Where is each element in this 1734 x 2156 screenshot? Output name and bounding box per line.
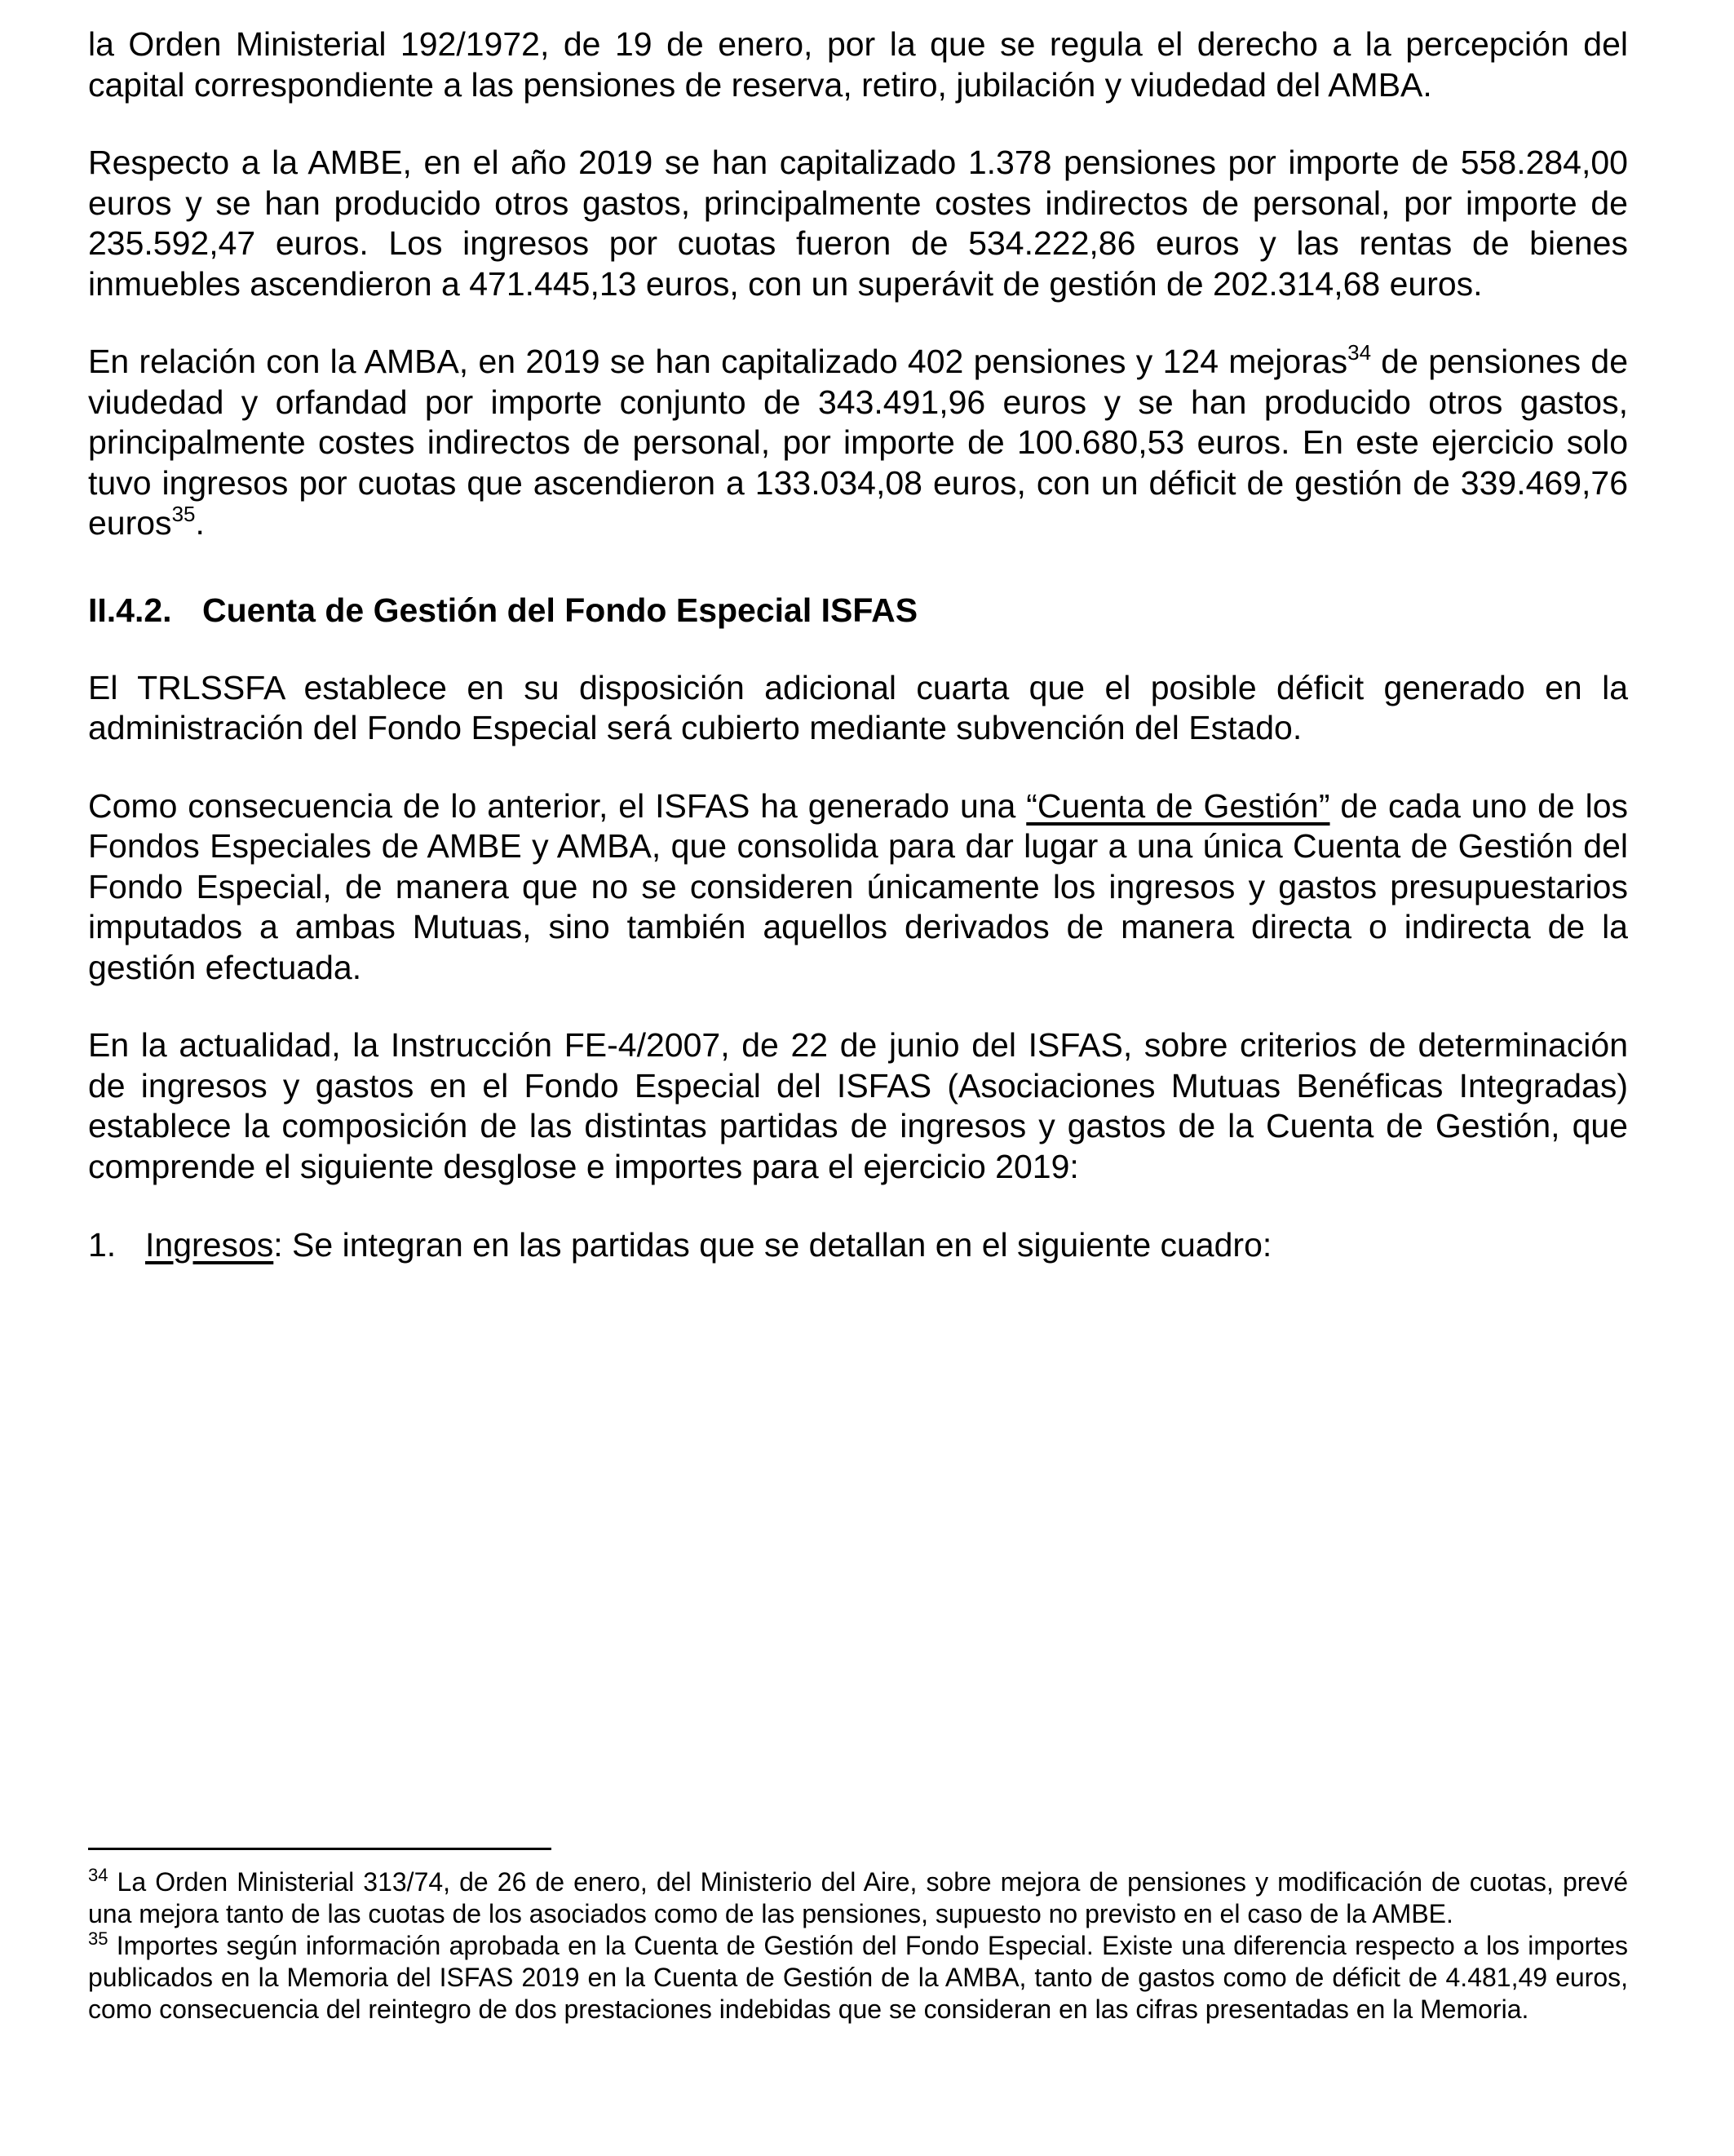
footnote-34	[88, 1866, 1628, 1930]
cuenta-gestion-term: “Cuenta de Gestión”	[1026, 786, 1330, 825]
document-page	[88, 24, 1628, 1265]
list-item-text: : Se integran en las partidas que se detallan en el siguiente cuadro:	[273, 1226, 1272, 1264]
paragraph-cuenta-gestion-text-a: Como consecuencia de lo anterior, el ISFAS ha generado una	[88, 786, 1027, 825]
paragraph-ambe: Respecto a la AMBE, en el año 2019 se han capitalizado 1.378 pensiones por importe de 558.284,00 euros y se han producido otros gastos, principalmente costes indirectos de personal, por importe de 235.592,47 euros. Los ingresos por cuotas fueron de 534.222,86 euros y las rentas de bienes inmuebles ascendieron a 471.445,13 euros, con un superávit de gestión de 202.314,68 euros.	[88, 144, 1628, 303]
paragraph-amba	[88, 342, 1628, 544]
paragraph-orden-ministerial: la Orden Ministerial 192/1972, de 19 de enero, por la que se regula el derecho a la percepción del capital correspondiente a las pensiones de reserva, retiro, jubilación y viudedad del AMBA.	[88, 25, 1628, 104]
section-title: Cuenta de Gestión del Fondo Especial ISFAS	[202, 591, 918, 629]
footnotes	[88, 1848, 1628, 2025]
footnote-ref-34[interactable]: 34	[1347, 340, 1372, 365]
list-item-number: 1.	[88, 1226, 117, 1264]
footnote-35-text: Importes según información aprobada en la Cuenta de Gestión del Fondo Especial. Existe una diferencia respecto a los importes publicados en la Memoria del ISFAS 2019 en la Cuenta de Gestión de la AMBA, tanto de gastos como de déficit de 4.481,49 euros, como consecuencia del reintegro de dos prestaciones indebidas que se consideran en las cifras presentadas en la Memoria.	[88, 1931, 1628, 2024]
paragraph-cuenta-gestion	[88, 786, 1628, 989]
section-number: II.4.2.	[88, 591, 172, 629]
paragraph-trlssfa: El TRLSSFA establece en su disposición adicional cuarta que el posible déficit generado en la administración del Fondo Especial será cubierto mediante subvención del Estado.	[88, 668, 1628, 746]
footnote-34-text: La Orden Ministerial 313/74, de 26 de enero, del Ministerio del Aire, sobre mejora de pensiones y modificación de cuotas, prevé una mejora tanto de las cuotas de los asociados como de las pensiones, supuesto no previsto en el caso de la AMBE.	[88, 1867, 1628, 1928]
list-item-ingresos	[88, 1224, 1628, 1265]
footnote-separator	[88, 1848, 551, 1850]
paragraph-instruccion: En la actualidad, la Instrucción FE-4/2007, de 22 de junio del ISFAS, sobre criterios de determinación de ingresos y gastos en el Fondo Especial del ISFAS (Asociaciones Mutuas Benéficas Integradas) establece la composición de las distintas partidas de ingresos y gastos de la Cuenta de Gestión, que comprende el siguiente desglose e importes para el ejercicio 2019:	[88, 1026, 1628, 1185]
footnote-35-number: 35	[88, 1928, 108, 1949]
footnote-35	[88, 1930, 1628, 2025]
paragraph-amba-end: .	[195, 504, 205, 542]
footnote-ref-35[interactable]: 35	[171, 502, 196, 526]
list-item-term: Ingresos	[145, 1226, 274, 1264]
paragraph-amba-text-a: En relación con la AMBA, en 2019 se han capitalizado 402 pensiones y 124 mejoras	[88, 343, 1348, 380]
paragraph-cuenta-gestion-text-b: de cada uno de los Fondos Especiales de AMBE y AMBA, que consolida para dar lugar a una única Cuenta de Gestión del Fondo Especial, de manera que no se consideren únicamente los ingresos y gastos presupuestarios imputados a ambas Mutuas, sino también aquellos derivados de manera directa o indirecta de la gestión efectuada.	[88, 786, 1629, 986]
footnote-34-number: 34	[88, 1865, 108, 1885]
section-heading	[88, 590, 1628, 631]
paragraph-amba-text-b: de pensiones de viudedad y orfandad por importe conjunto de 343.491,96 euros y se han producido otros gastos, principalmente costes indirectos de personal, por importe de 100.680,53 euros. En este ejercicio solo tuvo ingresos por cuotas que ascendieron a 133.034,08 euros, con un déficit de gestión de 339.469,76 euros	[88, 343, 1629, 542]
